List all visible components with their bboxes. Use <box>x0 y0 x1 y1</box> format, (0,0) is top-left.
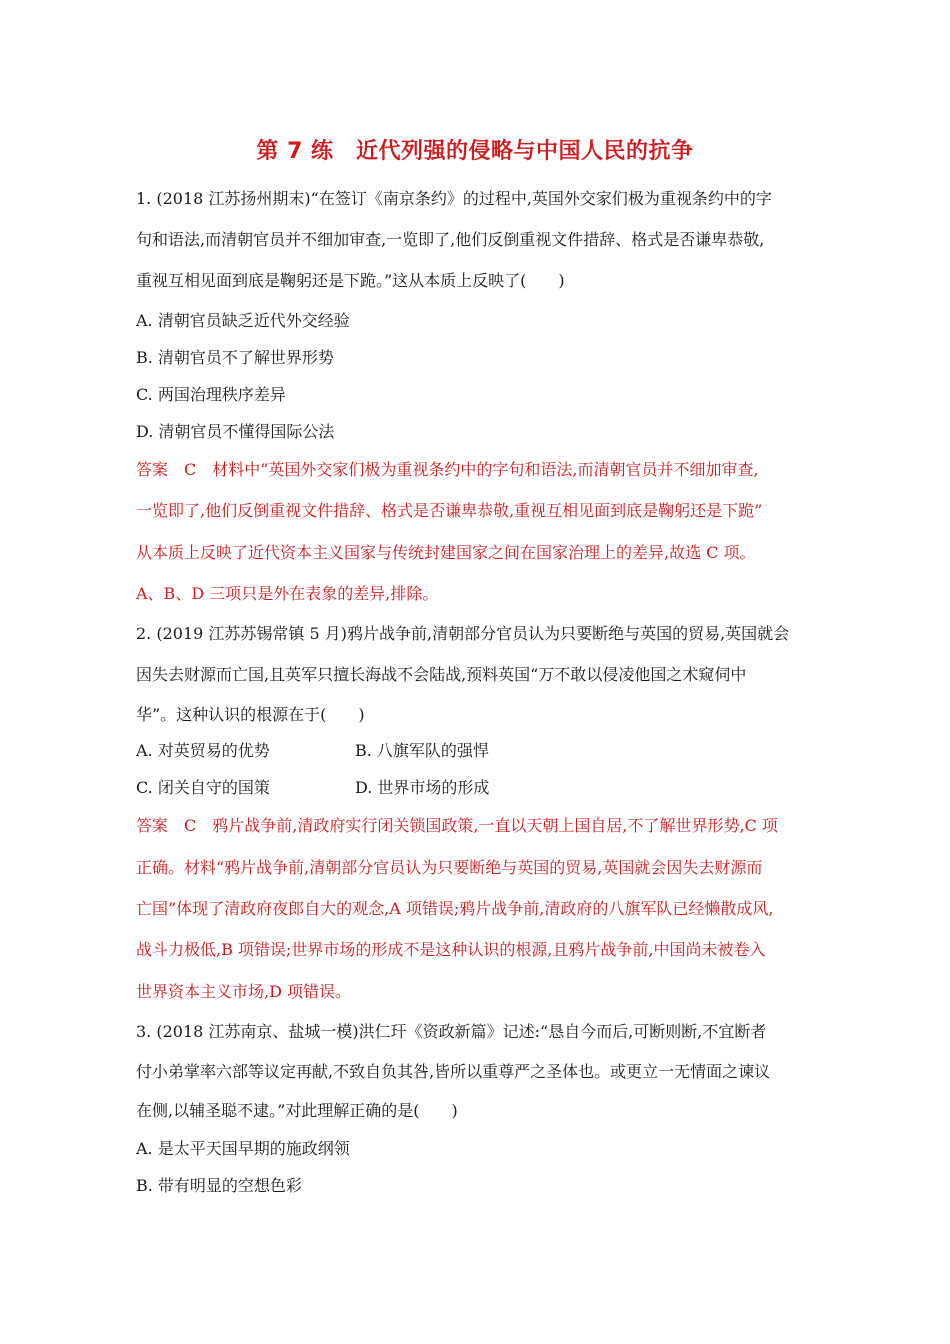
q3-stem-line-2: 付小弟掌率六部等议定再献,不致自负其咎,皆所以重尊严之圣体也。或更立一无情面之谏议 <box>136 1062 771 1081</box>
q2-answer-line-5: 世界资本主义市场,D 项错误。 <box>136 982 352 1001</box>
q2-option-c: C. 闭关自守的国策 <box>136 778 270 797</box>
q2-answer-line-1: 答案 C 鸦片战争前,清政府实行闭关锁国政策,一直以天朝上国自居,不了解世界形势,C 项 <box>136 816 778 835</box>
q2-option-a: A. 对英贸易的优势 <box>136 741 270 760</box>
q2-answer-line-2: 正确。材料“鸦片战争前,清朝部分官员认为只要断绝与英国的贸易,英国就会因失去财源而 <box>136 858 763 877</box>
q1-stem-line-2: 句和语法,而清朝官员并不细加审查,一览即了,他们反倒重视文件措辞、格式是否谦卑恭敬, <box>136 230 765 249</box>
q2-stem-line-3: 华”。这种认识的根源在于( ) <box>136 705 365 724</box>
q1-stem-line-1: 1. (2018 江苏扬州期末)“在签订《南京条约》的过程中,英国外交家们极为重视条约中的字 <box>136 189 772 208</box>
q1-answer-line-1: 答案 C 材料中“英国外交家们极为重视条约中的字句和语法,而清朝官员并不细加审查, <box>136 460 759 479</box>
q1-answer-line-3: 从本质上反映了近代资本主义国家与传统封建国家之间在国家治理上的差异,故选 C 项。 <box>136 543 756 562</box>
q1-answer-line-2: 一览即了,他们反倒重视文件措辞、格式是否谦卑恭敬,重视互相见面到底是鞠躬还是下跪” <box>136 501 763 520</box>
page-title: 第 7 练 近代列强的侵略与中国人民的抗争 <box>256 139 694 164</box>
q1-option-b: B. 清朝官员不了解世界形势 <box>136 348 334 367</box>
q1-answer-line-4: A、B、D 三项只是外在表象的差异,排除。 <box>136 584 439 603</box>
q1-option-d: D. 清朝官员不懂得国际公法 <box>136 422 335 441</box>
q2-answer-line-4: 战斗力极低,B 项错误;世界市场的形成不是这种认识的根源,且鸦片战争前,中国尚未被卷入 <box>136 940 766 959</box>
q1-option-a: A. 清朝官员缺乏近代外交经验 <box>136 311 350 330</box>
q2-stem-line-2: 因失去财源而亡国,且英军只擅长海战不会陆战,预料英国“万不敢以侵凌他国之术窥伺中 <box>136 665 747 684</box>
q3-stem-line-3: 在侧,以辅圣聪不逮。”对此理解正确的是( ) <box>136 1101 458 1120</box>
q3-stem-line-1: 3. (2018 江苏南京、盐城一模)洪仁玕《资政新篇》记述:“恳自今而后,可断则断,不宜断者 <box>136 1022 767 1041</box>
q2-option-d: D. 世界市场的形成 <box>355 778 490 797</box>
q2-answer-line-3: 亡国”体现了清政府夜郎自大的观念,A 项错误;鸦片战争前,清政府的八旗军队已经懒散成风, <box>136 899 774 918</box>
q3-option-a: A. 是太平天国早期的施政纲领 <box>136 1139 350 1158</box>
q2-option-b: B. 八旗军队的强悍 <box>355 741 489 760</box>
q1-option-c: C. 两国治理秩序差异 <box>136 385 286 404</box>
q3-option-b: B. 带有明显的空想色彩 <box>136 1176 302 1195</box>
q2-stem-line-1: 2. (2019 江苏苏锡常镇 5 月)鸦片战争前,清朝部分官员认为只要断绝与英国的贸易,英国就会 <box>136 624 790 643</box>
q1-stem-line-3: 重视互相见面到底是鞠躬还是下跪。”这从本质上反映了( ) <box>136 271 565 290</box>
